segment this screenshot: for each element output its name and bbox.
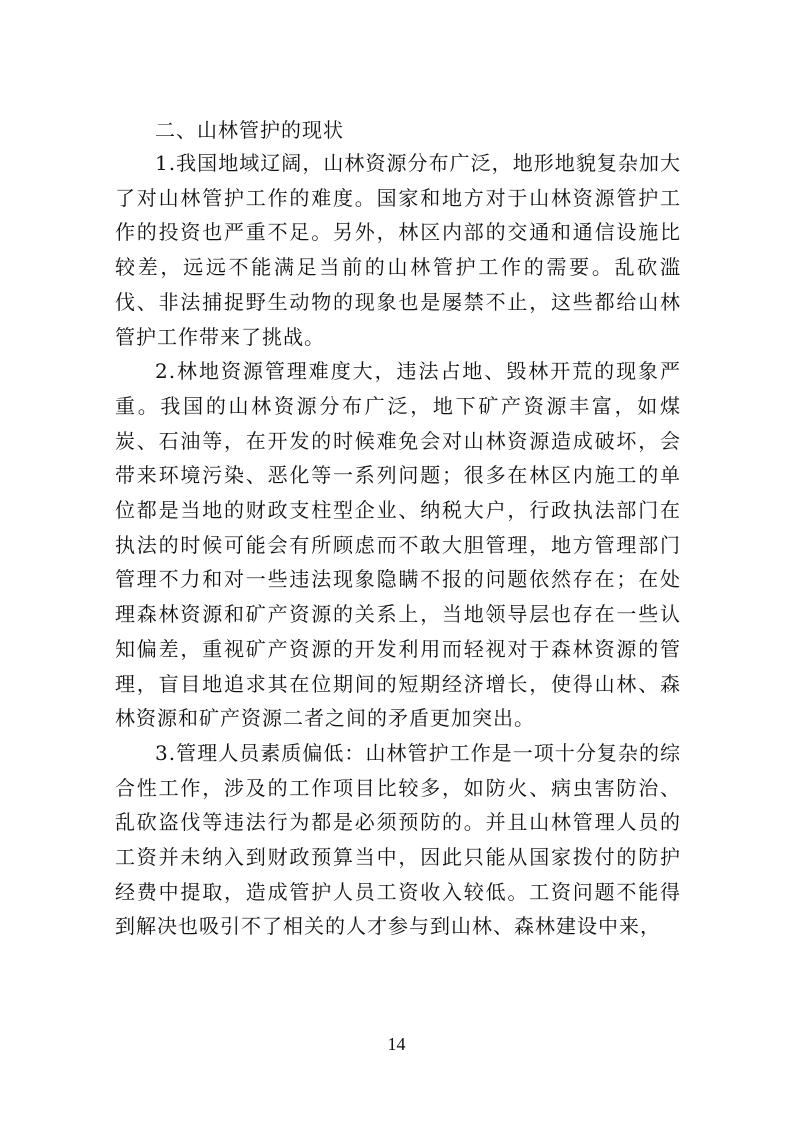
section-heading: 二、山林管护的现状 (155, 118, 344, 142)
paragraph-1: 1.我国地域辽阔，山林资源分布广泛，地形地貌复杂加大了对山林管护工作的难度。国家和地方对于山林资源管护工作的投资也严重不足。另外，林区内部的交通和通信设施比较差，远远不能满足当前的山林管护工作的需要。乱砍滥伐、非法捕捉野生动物的现象也是屡禁不止，这些都给山林管护工作带来了挑战。 (115, 151, 681, 349)
paragraph-3: 3.管理人员素质偏低：山林管护工作是一项十分复杂的综合性工作，涉及的工作项目比较多，如防火、病虫害防治、乱砍盗伐等违法行为都是必须预防的。并且山林管理人员的工资并未纳入到财政预算当中，因此只能从国家拨付的防护经费中提取，造成管护人员工资收入较低。工资问题不能得到解决也吸引不了相关的人才参与到山林、森林建设中来， (115, 740, 681, 939)
page-body (115, 115, 681, 944)
page-number: 14 (387, 1034, 406, 1054)
paragraph-2: 2.林地资源管理难度大，违法占地、毁林开荒的现象严重。我国的山林资源分布广泛，地下矿产资源丰富，如煤炭、石油等，在开发的时候难免会对山林资源造成破坏，会带来环境污染、恶化等一系列问题；很多在林区内施工的单位都是当地的财政支柱型企业、纳税大户，行政执法部门在执法的时候可能会有所顾虑而不敢大胆管理，地方管理部门管理不力和对一些违法现象隐瞒不报的问题依然存在；在处理森林资源和矿产资源的关系上，当地领导层也存在一些认知偏差，重视矿产资源的开发利用而轻视对于森林资源的管理，盲目地追求其在位期间的短期经济增长，使得山林、森林资源和矿产资源二者之间的矛盾更加突出。 (115, 359, 681, 731)
